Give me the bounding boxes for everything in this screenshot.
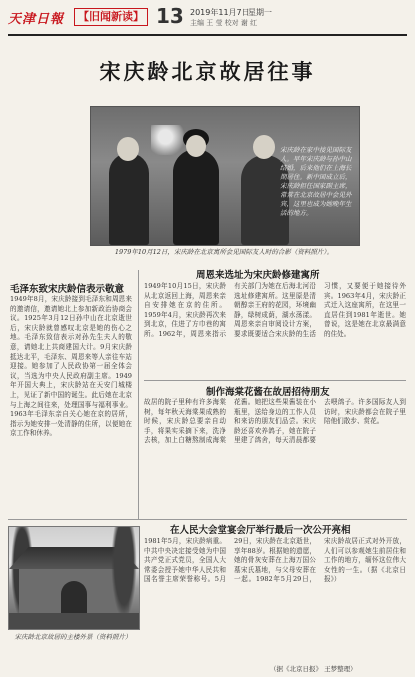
article-text: 1981年5月，宋庆龄病重。中共中央决定接受她为中国共产党正式党员，全国人大常委会授予她中华人民共和国名誉主席荣誉称号。5月29日，宋庆龄在北京逝世，享年88岁。根据她的遗愿，她的骨灰安葬在上海万国公墓宋氏墓地，与父母安葬在一起。1982年5月29日，宋庆龄故居正式对外开放，人们可以参观她生前居住和工作的地方，缅怀这位伟大女性的一生。（据《北京日报》） (144, 537, 406, 584)
article-text: 1949年8月，宋庆龄接到毛泽东和周恩来的邀请信，邀请她北上参加新政治协商会议。1925年3月12日孙中山在北京逝世后，宋庆龄就曾感叹北京是她的伤心之地。毛泽东致信表示对孙先生夫人的敬意，请她北上共商建国大计。9月宋庆龄抵达北平，毛泽东、周恩来等人亲往车站迎接。她参加了人民政协第一届全体会议，当选为中央人民政府副主席。1949年开国大典上，宋庆龄站在天安门城楼上，见证了新中国的诞生。此后她在北京与上海之间往来，处理国事与福利事业。1963年毛泽东亲自关心她在京的居所，指示为她安排一处清静的住所，以便她在京工作和休养。 (10, 295, 132, 438)
footer-credit: （据《北京日报》 王梦整理） (270, 665, 357, 673)
section-heading: 在人民大会堂宴会厅举行最后一次公开亮相 (170, 525, 351, 536)
article-text: 1949年10月15日，宋庆龄从北京返回上海，周恩来亲自安排她在京的住所。1959年4月，宋庆龄再次来到北京，住进了方巾巷的寓所。1962年，周恩来指示有关部门为她在后海北河沿选址修建寓所。这里原是清朝醇亲王府的花园，环境幽静，绿树成荫，湖水荡漾。周恩来亲自审阅设计方案，要求既要适合宋庆龄的生活习惯，又要便于她接待外宾。1963年4月，宋庆龄正式迁入这座寓所，在这里一直居住到1981年逝世。她曾说，这是她在北京最满意的住处。 (144, 282, 406, 338)
section-heading: 周恩来选址为宋庆龄修建寓所 (196, 270, 320, 281)
publication-date: 2019年11月7日 (190, 8, 250, 17)
publication-weekday: 星期一 (248, 8, 272, 17)
main-headline: 宋庆龄北京故居往事 (99, 60, 316, 84)
residence-photo (8, 526, 140, 630)
column-divider (138, 270, 139, 520)
photo-bottom-caption: 1979年10月12日，宋庆龄在北京寓所会见国际友人时的合影（资料照片）。 (114, 248, 334, 256)
editor-credits: 主编 王 莹 校对 谢 红 (190, 19, 258, 27)
residence-photo-caption: 宋庆龄北京故居的主楼外景（资料照片） (14, 633, 132, 641)
section-label: 【旧闻新读】 (74, 8, 148, 26)
article-text: 故居的院子里种有许多海棠树，每年秋天海棠果成熟的时候，宋庆龄总要亲自动手，将果实采摘下来，洗净去核，加上白糖熬制成海棠花酱。她把这些果酱装在小瓶里，送给身边的工作人员和来访的朋友们品尝。宋庆龄还喜欢养鸽子，她在院子里建了鸽舍，每天清晨都要去喂鸽子。许多国际友人到访时，宋庆龄都会在院子里陪他们散步、赏花。 (144, 398, 406, 445)
section-heading: 毛泽东致宋庆龄信表示敬意 (10, 284, 125, 295)
section-divider (8, 519, 407, 520)
section-heading: 制作海棠花酱在故居招待朋友 (206, 387, 330, 398)
page-number: 13 (156, 4, 184, 28)
section-divider (144, 380, 406, 381)
masthead-divider (8, 34, 407, 36)
photo-side-caption: 宋庆龄在家中接见国际友人。早年宋庆龄与孙中山结婚，后来他们在上海长期居住。新中国成立后，宋庆龄担任国家副主席，常常在北京故居中会见外宾，这里也成为她晚年生活的地方。 (280, 146, 352, 217)
newspaper-logo: 天津日報 (8, 12, 65, 27)
masthead (8, 4, 407, 40)
